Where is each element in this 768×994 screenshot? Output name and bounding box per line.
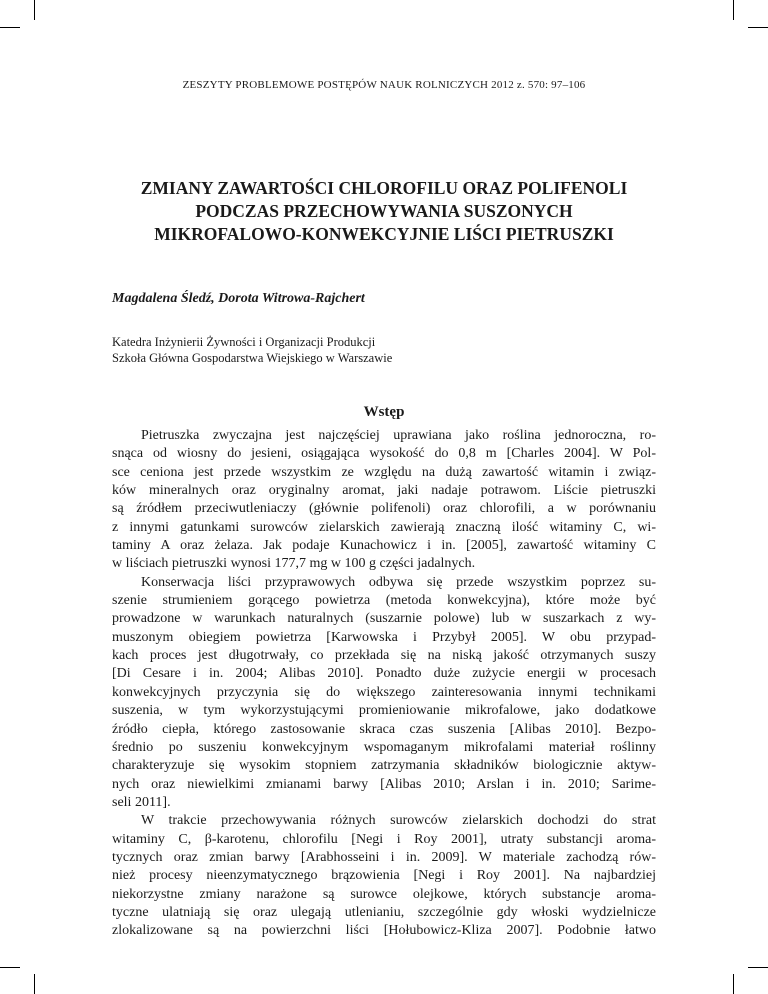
section-heading: Wstęp: [363, 404, 405, 420]
body-line: W trakcie przechowywania różnych surowców zielarskich dochodzi do strat: [141, 813, 656, 829]
body-line: ków mineralnych oraz oryginalny aromat, jaki nadaje potrawom. Liście pietruszki: [112, 483, 656, 499]
article-title: [100, 177, 668, 246]
body-line: seli 2011].: [112, 794, 171, 810]
body-line: prowadzone w warunkach naturalnych (suszarnie polowe) lub w suszarkach z wy-: [112, 611, 656, 627]
authors: Magdalena Śledź, Dorota Witrowa-Rajchert: [112, 291, 365, 306]
crop-mark: [34, 974, 35, 994]
journal-header: ZESZYTY PROBLEMOWE POSTĘPÓW NAUK ROLNICZYCH 2012 z. 570: 97–106: [182, 79, 586, 91]
body-line: Konserwacja liści przyprawowych odbywa się przede wszystkim poprzez su-: [141, 574, 656, 590]
crop-mark: [748, 967, 768, 968]
crop-mark: [0, 967, 20, 968]
body-line: Pietruszka zwyczajna jest najczęściej uprawiana jako roślina jednoroczna, ro-: [141, 428, 656, 443]
body-line: nież procesy nieenzymatycznego brązowienia [Negi i Roy 2001]. Na najbardziej: [112, 868, 656, 884]
body-line: zlokalizowane są na powierzchni liści [Hołubowicz-Kliza 2007]. Podobnie łatwo: [112, 923, 656, 939]
title-line: ZMIANY ZAWARTOŚCI CHLOROFILU ORAZ POLIFENOLI: [140, 178, 628, 198]
crop-mark: [733, 0, 734, 20]
crop-mark: [0, 27, 20, 28]
body-line: suszenia, w tym wykorzystującymi promieniowanie mikrofalowe, jako dodatkowe: [112, 703, 656, 719]
body-line: witaminy C, β-karotenu, chlorofilu [Negi i Roy 2001], utraty substancji aroma-: [112, 831, 656, 847]
body-line: średnio po suszeniu konwekcyjnym wspomaganym mikrofalami materiał roślinny: [112, 739, 656, 755]
body-line: są źródłem przeciwutleniaczy (głównie polifenoli) oraz chlorofili, a w porównaniu: [112, 501, 656, 517]
title-line: PODCZAS PRZECHOWYWANIA SUSZONYCH: [195, 201, 573, 221]
body-line: nych oraz niewielkimi zmianami barwy [Alibas 2010; Arslan i in. 2010; Sarime-: [112, 776, 656, 792]
body-line: muszonym obiegiem powietrza [Karwowska i Przybył 2005]. W obu przypad-: [112, 629, 656, 645]
affiliation-line: Katedra Inżynierii Żywności i Organizacji Produkcji: [112, 335, 376, 349]
body-text: [112, 427, 656, 941]
body-line: sce ceniona jest przede wszystkim ze względu na dużą zawartość witamin i związ-: [112, 464, 656, 480]
body-line: w liściach pietruszki wynosi 177,7 mg w 100 g części jadalnych.: [112, 556, 476, 572]
title-line: MIKROFALOWO-KONWEKCYJNIE LIŚCI PIETRUSZKI: [154, 224, 614, 244]
body-line: konwekcyjnych przyczynia się do większego zainteresowania innymi technikami: [112, 684, 656, 700]
crop-mark: [748, 27, 768, 28]
body-line: tyczne ulatniają się oraz ulegają utlenianiu, szczególnie gdy włoski wydzielnicze: [112, 904, 656, 920]
body-line: taminy A oraz żelaza. Jak podaje Kunachowicz i in. [2005], zawartość witaminy C: [112, 538, 656, 554]
affiliation: [112, 334, 392, 366]
crop-mark: [34, 0, 35, 20]
affiliation-line: Szkoła Główna Gospodarstwa Wiejskiego w Warszawie: [112, 351, 393, 365]
body-line: [Di Cesare i in. 2004; Alibas 2010]. Ponadto duże zużycie energii w procesach: [112, 666, 656, 682]
body-line: niekorzystne zmiany narażone są surowce olejkowe, których substancje aroma-: [112, 886, 656, 902]
crop-mark: [733, 974, 734, 994]
body-line: tycznych oraz zmian barwy [Arabhosseini i in. 2009]. W materiale zachodzą rów-: [112, 849, 656, 865]
body-line: źródło ciepła, którego zastosowanie skraca czas suszenia [Alibas 2010]. Bezpo-: [112, 721, 656, 737]
body-line: charakteryzuje się wysokim stopniem zatrzymania składników biologicznie aktyw-: [112, 758, 656, 774]
body-line: kach proces jest długotrwały, co przekłada się na niską jakość otrzymanych suszy: [112, 648, 656, 664]
body-line: z innymi gatunkami surowców zielarskich zawierają znaczną ilość witaminy C, wi-: [112, 519, 656, 535]
body-line: snąca od wiosny do jesieni, osiągająca wysokość do 0,8 m [Charles 2004]. W Pol-: [112, 446, 656, 462]
body-line: szenie strumieniem gorącego powietrza (metoda konwekcyjna), które może być: [112, 593, 656, 609]
